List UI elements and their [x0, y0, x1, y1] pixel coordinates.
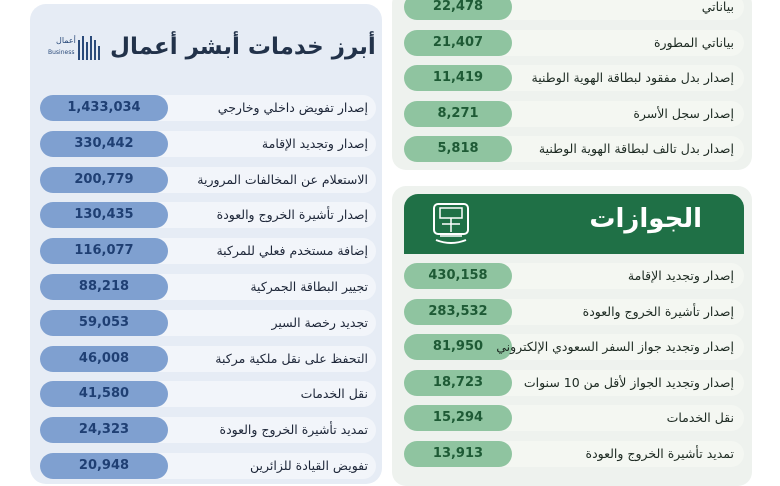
absher-service-label: تجديد رخصة السير: [271, 314, 368, 330]
civil-service-label: بياناتي المطورة: [653, 34, 734, 50]
absher-service-label: الاستعلام عن المخالفات المرورية: [197, 171, 368, 187]
absher-service-row: [40, 417, 376, 443]
absher-service-label: إصدار تفويض داخلي وخارجي: [217, 100, 368, 115]
passport-service-label: تمديد تأشيرة الخروج والعودة: [585, 445, 734, 461]
civil-service-value: 21,407: [404, 30, 512, 56]
absher-service-value: 41,580: [40, 381, 168, 407]
passport-service-row: [404, 263, 744, 289]
passport-service-row: [404, 334, 744, 360]
absher-service-label: تجيير البطاقة الجمركية: [250, 279, 368, 294]
logo-english-text: Business: [48, 49, 75, 56]
civil-service-label: إصدار بدل تالف لبطاقة الهوية الوطنية: [538, 141, 734, 156]
absher-service-value: 20,948: [40, 453, 168, 479]
absher-service-value: 200,779: [40, 167, 168, 193]
passports-header: [404, 194, 744, 254]
absher-service-row: [40, 274, 376, 300]
civil-service-label: بياناتي: [701, 0, 734, 14]
absher-service-row: [40, 167, 376, 193]
passports-emblem-icon: [430, 200, 472, 248]
civil-service-label: إصدار بدل مفقود لبطاقة الهوية الوطنية: [531, 70, 734, 85]
absher-service-label: إصدار تأشيرة الخروج والعودة: [216, 207, 368, 223]
passport-service-row: [404, 441, 744, 467]
absher-business-logo: [48, 36, 100, 62]
logo-bars-icon: [78, 36, 100, 60]
passport-service-value: 13,913: [404, 441, 512, 467]
passport-service-value: 430,158: [404, 263, 512, 289]
logo-arabic-text: أعمال: [56, 36, 76, 45]
civil-service-row: [404, 30, 744, 56]
passport-service-value: 283,532: [404, 299, 512, 325]
civil-service-row: [404, 0, 744, 20]
passport-service-label: إصدار تأشيرة الخروج والعودة: [582, 303, 734, 319]
passport-service-label: إصدار وتجديد الجواز لأقل من 10 سنوات: [523, 374, 734, 390]
absher-service-row: [40, 202, 376, 228]
absher-service-row: [40, 310, 376, 336]
absher-service-label: تفويض القيادة للزائرين: [250, 458, 368, 473]
absher-service-row: [40, 131, 376, 157]
passport-service-label: إصدار وتجديد الإقامة: [627, 268, 734, 283]
passport-service-label: إصدار وتجديد جواز السفر السعودي الإلكتروني: [496, 339, 734, 354]
absher-service-label: تمديد تأشيرة الخروج والعودة: [219, 422, 368, 438]
civil-service-value: 11,419: [404, 65, 512, 91]
civil-service-label: إصدار سجل الأسرة: [633, 105, 734, 121]
absher-service-label: إصدار وتجديد الإقامة: [261, 135, 368, 151]
passport-service-row: [404, 299, 744, 325]
absher-service-value: 59,053: [40, 310, 168, 336]
civil-service-row: [404, 65, 744, 91]
passport-service-row: [404, 370, 744, 396]
absher-service-row: [40, 346, 376, 372]
absher-service-row: [40, 238, 376, 264]
civil-service-value: 22,478: [404, 0, 512, 20]
passport-service-value: 81,950: [404, 334, 512, 360]
civil-service-value: 8,271: [404, 101, 512, 127]
absher-service-value: 24,323: [40, 417, 168, 443]
passports-title: الجوازات: [589, 204, 702, 234]
passport-service-value: 15,294: [404, 405, 512, 431]
passport-service-value: 18,723: [404, 370, 512, 396]
passport-service-row: [404, 405, 744, 431]
absher-service-row: [40, 381, 376, 407]
absher-service-value: 88,218: [40, 274, 168, 300]
civil-service-row: [404, 101, 744, 127]
absher-service-value: 1,433,034: [40, 95, 168, 121]
absher-service-row: [40, 95, 376, 121]
absher-business-title: أبرز خدمات أبشر أعمال: [110, 34, 376, 60]
absher-service-value: 330,442: [40, 131, 168, 157]
civil-service-value: 5,818: [404, 136, 512, 162]
absher-service-value: 116,077: [40, 238, 168, 264]
absher-service-row: [40, 453, 376, 479]
absher-service-label: إضافة مستخدم فعلي للمركبة: [216, 243, 368, 259]
passport-service-label: نقل الخدمات: [666, 410, 734, 425]
absher-service-value: 130,435: [40, 202, 168, 228]
civil-service-row: [404, 136, 744, 162]
absher-service-label: التحفظ على نقل ملكية مركبة: [215, 350, 368, 366]
absher-service-label: نقل الخدمات: [300, 386, 368, 402]
absher-service-value: 46,008: [40, 346, 168, 372]
